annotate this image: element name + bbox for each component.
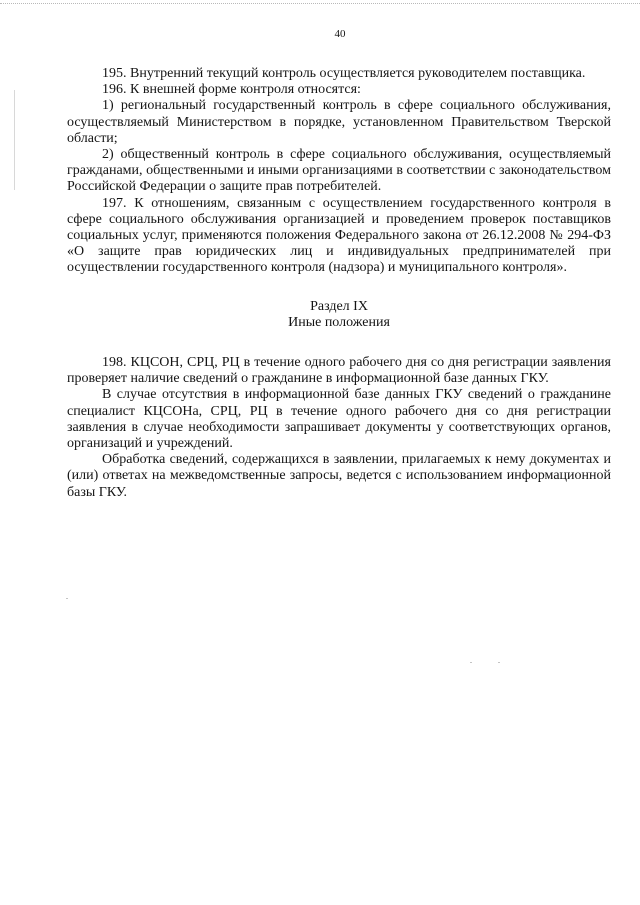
paragraph-196: 196. К внешней форме контроля относятся: [102, 82, 361, 98]
scan-margin-mark [14, 90, 15, 190]
section-title: Иные положения [288, 314, 390, 330]
page-number: 40 [334, 28, 346, 40]
scan-speck [470, 662, 472, 663]
paragraph-195: 195. Внутренний текущий контроль осуществляется руководителем поставщика. [102, 66, 586, 81]
paragraph-196-item-2: 2) общественный контроль в сфере социального обслуживания, осуществляемый гражданами, общественными и иными организациями в соответствии с законодательством Российской Федерации о защите прав потребителей. [67, 147, 611, 195]
scan-edge-line [0, 3, 640, 5]
paragraph-198: 198. КЦСОН, СРЦ, РЦ в течение одного рабочего дня со дня регистрации заявления проверяет наличие сведений о гражданине в информационной базе данных ГКУ. [67, 355, 611, 387]
section-heading [67, 299, 611, 331]
paragraph-196-item-1: 1) региональный государственный контроль в сфере социального обслуживания, осуществляемый Министерством в порядке, установленном Правительством Тверской области; [67, 98, 611, 146]
section-number: Раздел IX [310, 298, 368, 314]
paragraph-198-absence: В случае отсутствия в информационной базе данных ГКУ сведений о гражданине специалист КЦСОНа, СРЦ, РЦ в течение одного рабочего дня со дня регистрации заявления в случае необходимости запрашивает документы у соответствующих органов, организаций и учреждений. [67, 387, 611, 452]
paragraph-198-processing: Обработка сведений, содержащихся в заявлении, прилагаемых к нему документах и (или) ответах на межведомственные запросы, ведется с использованием информационной базы ГКУ. [67, 452, 611, 500]
paragraph-197: 197. К отношениям, связанным с осуществлением государственного контроля в сфере социального обслуживания организацией и проведением проверок поставщиков социальных услуг, применяются положения Федерального закона от 26.12.2008 № 294-ФЗ «О защите прав юридических лиц и индивидуальных предпринимателей при осуществлении государственного контроля (надзора) и муниципального контроля». [67, 195, 611, 276]
document-body [67, 66, 611, 501]
scan-speck [66, 598, 68, 599]
scan-speck [498, 662, 500, 663]
